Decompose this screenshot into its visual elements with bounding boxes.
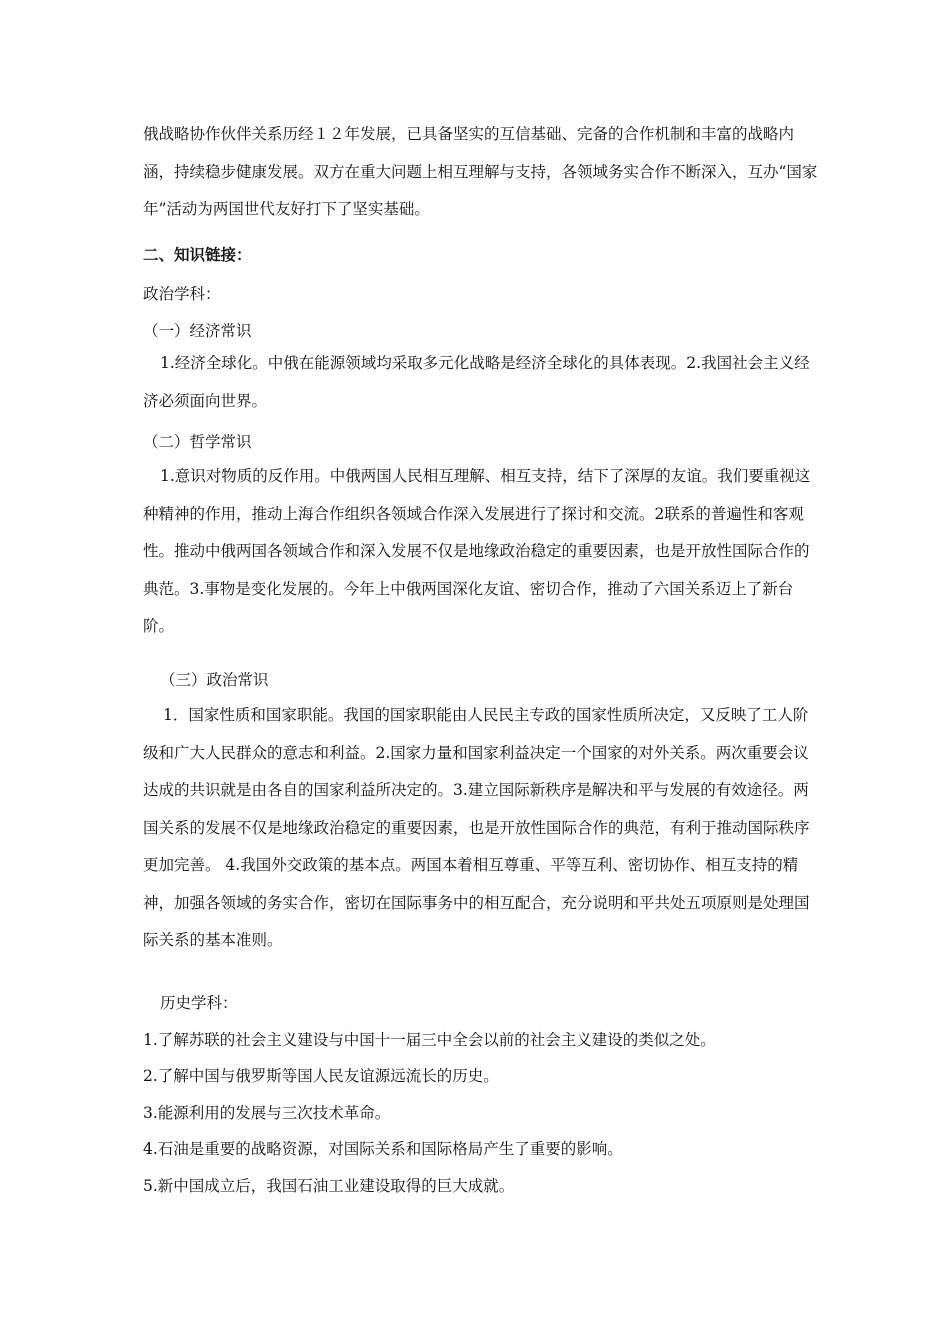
- econ-paragraph: 1.经济全球化。中俄在能源领域均采取多元化战略是经济全球化的具体表现。2.我国社会主义经济必须面向世界。: [143, 354, 810, 410]
- section-heading: 二、知识链接：: [143, 246, 252, 264]
- pol-paragraph: 1．国家性质和国家职能。我国的国家职能由人民民主专政的国家性质所决定，又反映了工人阶级和广大人民群众的意志和利益。2.国家力量和国家利益决定一个国家的对外关系。两次重要会议达成的共识就是由各自的国家利益所决定的。3.建立国际新秩序是解决和平与发展的有效途径。两国关系的发展不仅是地缘政治稳定的重要因素，也是开放性国际合作的典范，有利于推动国际秩序更加完善。 4.我国外交政策的基本点。两国本着相互尊重、平等互利、密切协作、相互支持的精神，加强各领域的务实合作，密切在国际事务中的相互配合，充分说明和平共处五项原则是处理国际关系的基本准则。: [143, 706, 810, 949]
- phil-paragraph: 1.意识对物质的反作用。中俄两国人民相互理解、相互支持，结下了深厚的友谊。我们要重视这种精神的作用，推动上海合作组织各领域合作深入发展进行了探讨和交流。2联系的普遍性和客观性。推动中俄两国各领域合作和深入发展不仅是地缘政治稳定的重要因素，也是开放性国际合作的典范。3.事物是变化发展的。今年上中俄两国深化友谊、密切合作，推动了六国关系迈上了新台阶。: [143, 467, 811, 635]
- list-item: 4.石油是重要的战略资源，对国际关系和国际格局产生了重要的影响。: [143, 1140, 623, 1158]
- list-item: 3.能源利用的发展与三次技术革命。: [143, 1104, 391, 1122]
- history-label: 历史学科：: [160, 994, 238, 1012]
- list-item: 2.了解中国与俄罗斯等国人民友谊源远流长的历史。: [143, 1067, 499, 1085]
- list-item: 5.新中国成立后，我国石油工业建设取得的巨大成就。: [143, 1177, 515, 1195]
- politics-label: 政治学科：: [143, 285, 221, 303]
- pol-heading: （三）政治常识: [160, 671, 269, 689]
- list-item: 1.了解苏联的社会主义建设与中国十一届三中全会以前的社会主义建设的类似之处。: [143, 1031, 716, 1049]
- phil-heading: （二）哲学常识: [143, 433, 252, 451]
- intro-paragraph: 俄战略协作伙伴关系历经１２年发展，已具备坚实的互信基础、完备的合作机制和丰富的战略内涵，持续稳步健康发展。双方在重大问题上相互理解与支持，各领域务实合作不断深入，互办“国家年”活动为两国世代友好打下了坚实基础。: [143, 125, 818, 218]
- econ-heading: （一）经济常识: [143, 322, 252, 340]
